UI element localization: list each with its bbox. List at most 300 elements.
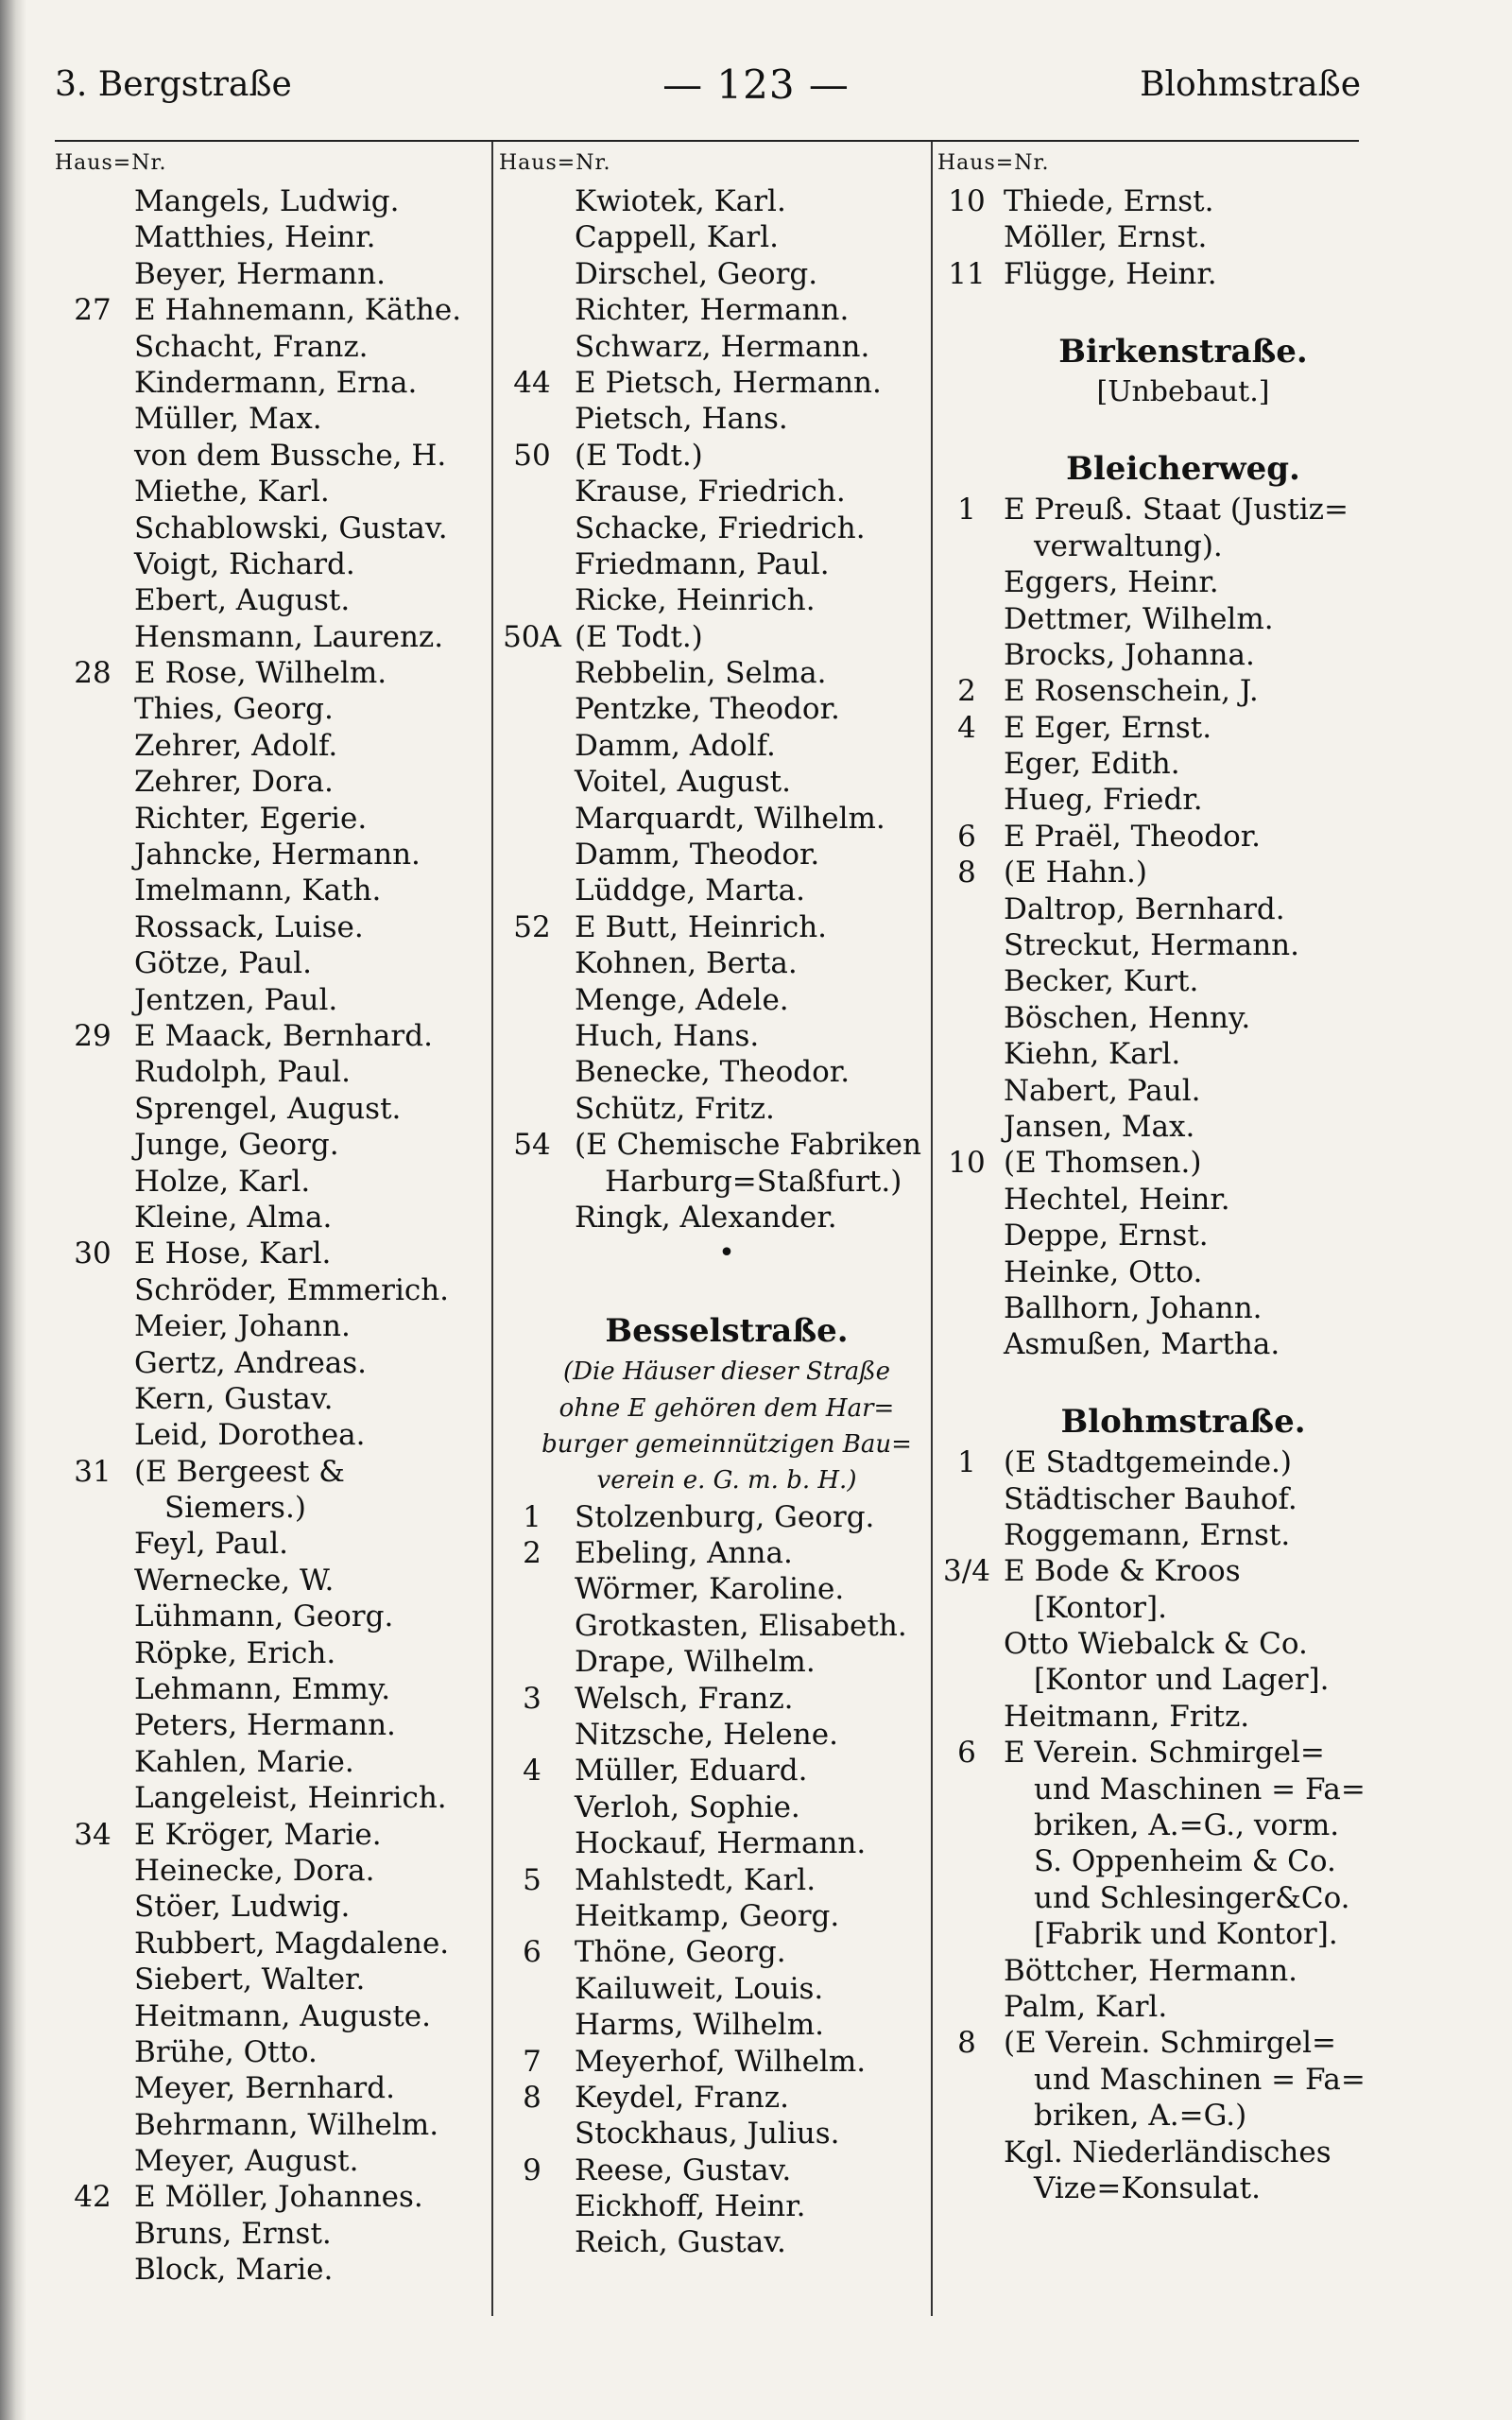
directory-entry [937, 528, 1429, 564]
directory-entry [55, 2143, 491, 2179]
resident-name: Lehmann, Emmy. [134, 1672, 391, 1707]
resident-name: Asmußen, Martha. [1004, 1327, 1280, 1362]
directory-entry [55, 219, 491, 255]
resident-name: S. Oppenheim & Co. [1034, 1844, 1336, 1879]
directory-entry [937, 2098, 1429, 2134]
resident-name: Hechtel, Heinr. [1004, 1182, 1230, 1217]
directory-entry [499, 619, 954, 655]
directory-entry [55, 365, 491, 401]
resident-name: Voigt, Richard. [134, 546, 355, 581]
resident-name: Meyerhof, Wilhelm. [575, 2044, 867, 2079]
directory-entry [937, 673, 1429, 709]
resident-name: Siebert, Walter. [134, 1962, 366, 1997]
directory-entry [937, 2135, 1429, 2170]
house-number: 2 [957, 674, 976, 709]
directory-entry [55, 1454, 491, 1490]
directory-entry [937, 2062, 1429, 2098]
directory-entry [937, 746, 1429, 782]
house-number: 7 [523, 2044, 541, 2079]
house-number: 29 [74, 1018, 112, 1053]
resident-name: Mahlstedt, Karl. [575, 1862, 816, 1897]
directory-entry [55, 1308, 491, 1344]
directory-entry [937, 601, 1429, 637]
directory-entry [499, 909, 954, 945]
directory-entry [499, 1200, 954, 1236]
directory-entry [937, 1481, 1429, 1517]
resident-name: Lühmann, Georg. [134, 1599, 394, 1634]
directory-entry [499, 2080, 954, 2116]
resident-name: (E Verein. Schmirgel= [1004, 2026, 1336, 2061]
resident-name: Röpke, Erich. [134, 1635, 336, 1670]
directory-entry [499, 728, 954, 764]
resident-name: Peters, Hermann. [134, 1708, 396, 1743]
directory-entry [55, 1127, 491, 1163]
street-note-line: verein e. G. m. b. H.) [596, 1466, 857, 1495]
directory-entry [55, 1345, 491, 1381]
directory-entry [55, 438, 491, 474]
directory-entry [55, 1200, 491, 1236]
directory-entry [937, 1218, 1429, 1253]
directory-entry [499, 982, 954, 1018]
running-head-right: Blohmstraße [1140, 65, 1361, 104]
resident-name: Langeleist, Heinrich. [134, 1781, 447, 1816]
resident-name: Damm, Adolf. [575, 728, 776, 763]
directory-entry [499, 2007, 954, 2043]
directory-entry [499, 1571, 954, 1607]
directory-entry [55, 1018, 491, 1054]
column-divider-1 [491, 142, 493, 2316]
directory-entry [55, 401, 491, 437]
resident-name: Verloh, Sophie. [575, 1789, 800, 1824]
directory-entry [55, 837, 491, 873]
entry-list [499, 183, 954, 1236]
directory-entry [55, 510, 491, 546]
resident-name: Jentzen, Paul. [134, 982, 338, 1017]
resident-name: E Hose, Karl. [134, 1236, 332, 1271]
resident-name: Cappell, Karl. [575, 220, 780, 255]
resident-name: (E Todt.) [575, 619, 703, 654]
house-number: 1 [523, 1499, 541, 1534]
directory-entry [55, 1998, 491, 2034]
street-note-line: ohne E gehören dem Har= [558, 1393, 895, 1423]
resident-name: briken, A.=G., vorm. [1034, 1808, 1340, 1843]
directory-entry [55, 1926, 491, 1962]
resident-name: Grotkasten, Elisabeth. [575, 1608, 907, 1643]
directory-entry [55, 1236, 491, 1271]
directory-entry [499, 873, 954, 908]
resident-name: und Maschinen = Fa= [1034, 1772, 1366, 1806]
house-number: 6 [957, 819, 976, 854]
resident-name: Kgl. Niederländisches [1004, 2135, 1332, 2169]
resident-name: Schütz, Fritz. [575, 1091, 775, 1126]
resident-name: Junge, Georg. [134, 1128, 339, 1163]
directory-entry [937, 1699, 1429, 1735]
directory-entry [499, 438, 954, 474]
directory-entry [55, 619, 491, 655]
directory-entry [55, 1744, 491, 1780]
resident-name: Nabert, Paul. [1004, 1073, 1201, 1108]
resident-name: Bruns, Ernst. [134, 2216, 332, 2251]
directory-entry [55, 1599, 491, 1634]
directory-entry [499, 2188, 954, 2224]
directory-entry [499, 2152, 954, 2188]
house-number: 30 [74, 1236, 112, 1271]
resident-name: verwaltung). [1034, 528, 1223, 563]
directory-entry [55, 1817, 491, 1853]
directory-entry [937, 1290, 1429, 1326]
resident-name: Eggers, Heinr. [1004, 565, 1219, 600]
house-number: 3/4 [943, 1554, 990, 1589]
directory-entry [937, 1254, 1429, 1290]
resident-name: (E Todt.) [575, 438, 703, 473]
directory-entry [499, 691, 954, 727]
house-number: 8 [957, 856, 976, 890]
house-number-label: Haus=Nr. [499, 151, 611, 175]
resident-name: Lüddge, Marta. [575, 873, 805, 908]
house-number: 52 [513, 909, 551, 944]
directory-entry [499, 801, 954, 837]
resident-name: (E Bergeest & [134, 1454, 345, 1489]
directory-entry [499, 1898, 954, 1934]
directory-entry [499, 837, 954, 873]
resident-name: Stolzenburg, Georg. [575, 1499, 875, 1534]
resident-name: Müller, Max. [134, 402, 322, 437]
resident-name: E Preuß. Staat (Justiz= [1004, 493, 1349, 527]
directory-entry [499, 183, 954, 219]
resident-name: [Kontor]. [1034, 1590, 1167, 1625]
resident-name: Ebert, August. [134, 583, 351, 618]
house-number: 27 [74, 293, 112, 328]
resident-name: Kohnen, Berta. [575, 946, 798, 981]
resident-name: E Kröger, Marie. [134, 1817, 382, 1852]
directory-entry [937, 2025, 1429, 2061]
directory-entry [55, 1054, 491, 1090]
directory-entry [55, 982, 491, 1018]
directory-entry [937, 1989, 1429, 2025]
resident-name: Hockauf, Hermann. [575, 1826, 867, 1861]
resident-name: Matthies, Heinr. [134, 220, 376, 255]
directory-entry [499, 1164, 954, 1200]
house-number: 2 [523, 1536, 541, 1571]
directory-entry [499, 582, 954, 618]
directory-entry [55, 474, 491, 510]
directory-entry [499, 945, 954, 981]
directory-entry [937, 782, 1429, 818]
resident-name: Rebbelin, Selma. [575, 656, 827, 691]
directory-entry [55, 909, 491, 945]
resident-name: Schablowski, Gustav. [134, 510, 448, 545]
directory-entry [937, 927, 1429, 963]
resident-name: Thöne, Georg. [575, 1935, 786, 1970]
directory-entry [937, 219, 1429, 255]
directory-entry [937, 855, 1429, 890]
resident-name: E Maack, Bernhard. [134, 1018, 433, 1053]
directory-entry [55, 1671, 491, 1707]
directory-entry [55, 1635, 491, 1671]
resident-name: E Verein. Schmirgel= [1004, 1736, 1325, 1771]
directory-entry [499, 1054, 954, 1090]
separator-dot: • [718, 1236, 735, 1270]
directory-entry [499, 2116, 954, 2152]
resident-name: [Fabrik und Kontor]. [1034, 1917, 1338, 1952]
directory-entry [55, 292, 491, 328]
column-3 [937, 149, 1429, 2206]
resident-name: Wörmer, Karoline. [575, 1572, 845, 1607]
directory-entry [55, 1490, 491, 1526]
street-heading-besselstrasse: Besselstraße. [605, 1312, 849, 1351]
directory-entry [937, 1916, 1429, 1952]
directory-entry [937, 1880, 1429, 1916]
resident-name: Kailuweit, Louis. [575, 1971, 824, 2006]
directory-entry [55, 2179, 491, 2215]
directory-entry [499, 510, 954, 546]
directory-entry [499, 1753, 954, 1789]
house-number: 8 [523, 2080, 541, 2115]
resident-name: Krause, Friedrich. [575, 475, 846, 510]
resident-name: Drape, Wilhelm. [575, 1645, 816, 1680]
street-note-line: (Die Häuser dieser Straße [562, 1357, 890, 1387]
resident-name: Reich, Gustav. [575, 2225, 786, 2260]
resident-name: Stöer, Ludwig. [134, 1890, 351, 1925]
house-number: 8 [957, 2026, 976, 2061]
directory-entry [937, 564, 1429, 600]
street-heading-bleicherweg: Bleicherweg. [1066, 450, 1300, 489]
directory-entry [499, 2224, 954, 2260]
directory-entry [499, 1018, 954, 1054]
directory-entry [55, 691, 491, 727]
resident-name: Leid, Dorothea. [134, 1418, 366, 1453]
directory-entry [937, 1735, 1429, 1771]
resident-name: (E Thomsen.) [1004, 1146, 1202, 1181]
directory-entry [937, 1953, 1429, 1989]
resident-name: Roggemann, Ernst. [1004, 1517, 1291, 1552]
resident-name: Miethe, Karl. [134, 475, 330, 510]
resident-name: von dem Bussche, H. [134, 438, 447, 473]
resident-name: Friedmann, Paul. [575, 546, 830, 581]
resident-name: Wernecke, W. [134, 1563, 335, 1598]
resident-name: Menge, Adele. [575, 982, 789, 1017]
directory-entry [55, 546, 491, 582]
resident-name: Ebeling, Anna. [575, 1536, 793, 1571]
resident-name: Zehrer, Adolf. [134, 728, 338, 763]
resident-name: Siemers.) [164, 1491, 306, 1526]
directory-entry [55, 256, 491, 292]
resident-name: Voitel, August. [575, 765, 791, 800]
directory-entry [55, 329, 491, 365]
resident-name: Brocks, Johanna. [1004, 637, 1255, 672]
directory-entry [55, 1780, 491, 1816]
directory-entry [499, 1608, 954, 1644]
resident-name: Schacke, Friedrich. [575, 510, 866, 545]
resident-name: Stockhaus, Julius. [575, 2117, 840, 2152]
house-number: 44 [513, 365, 551, 400]
resident-name: E Butt, Heinrich. [575, 909, 828, 944]
directory-entry [55, 2107, 491, 2143]
directory-entry [55, 764, 491, 800]
house-number: 54 [513, 1128, 551, 1163]
resident-name: Ballhorn, Johann. [1004, 1290, 1263, 1325]
resident-name: Brühe, Otto. [134, 2034, 318, 2069]
directory-entry [499, 401, 954, 437]
directory-entry [937, 1182, 1429, 1218]
resident-name: Gertz, Andreas. [134, 1345, 368, 1380]
directory-entry [937, 1772, 1429, 1807]
directory-entry [499, 1717, 954, 1753]
resident-name: Otto Wiebalck & Co. [1004, 1627, 1308, 1662]
running-head-left: 3. Bergstraße [55, 65, 292, 104]
resident-name: Feyl, Paul. [134, 1527, 288, 1562]
directory-entry [937, 819, 1429, 855]
resident-name: Vize=Konsulat. [1034, 2170, 1261, 2205]
directory-entry [499, 655, 954, 691]
resident-name: Schwarz, Hermann. [575, 329, 870, 364]
directory-entry [937, 492, 1429, 527]
resident-name: Kern, Gustav. [134, 1381, 334, 1416]
resident-name: (E Chemische Fabriken [575, 1128, 921, 1163]
street-heading-birkenstrasse: Birkenstraße. [1058, 332, 1308, 371]
house-number: 6 [523, 1935, 541, 1970]
resident-name: Hueg, Friedr. [1004, 783, 1203, 818]
directory-entry [55, 183, 491, 219]
house-number: 10 [948, 184, 986, 218]
directory-entry [499, 329, 954, 365]
house-number: 28 [74, 656, 112, 691]
directory-entry [55, 1563, 491, 1599]
directory-entry [937, 1036, 1429, 1072]
resident-name: Meier, Johann. [134, 1309, 351, 1344]
resident-name: Dettmer, Wilhelm. [1004, 601, 1274, 636]
directory-entry [937, 1662, 1429, 1698]
resident-name: Sprengel, August. [134, 1091, 402, 1126]
directory-entry [499, 1825, 954, 1861]
entry-list [937, 183, 1429, 292]
directory-entry [937, 1807, 1429, 1843]
directory-entry [55, 2216, 491, 2252]
header-rule [55, 140, 1359, 142]
resident-name: Rudolph, Paul. [134, 1055, 351, 1090]
resident-name: Keydel, Franz. [575, 2080, 789, 2115]
house-number: 4 [957, 710, 976, 745]
resident-name: Heitkamp, Georg. [575, 1898, 840, 1933]
directory-entry [499, 1862, 954, 1898]
directory-entry [55, 1091, 491, 1127]
directory-entry [937, 1000, 1429, 1036]
directory-entry [55, 728, 491, 764]
directory-entry [55, 1381, 491, 1417]
directory-entry [937, 891, 1429, 927]
resident-name: Reese, Gustav. [575, 2152, 792, 2187]
page-edge-shadow [0, 0, 26, 2420]
directory-entry [937, 710, 1429, 746]
resident-name: Heitmann, Fritz. [1004, 1699, 1250, 1734]
directory-entry [937, 1843, 1429, 1879]
resident-name: (E Hahn.) [1004, 856, 1147, 890]
house-number-label: Haus=Nr. [55, 151, 167, 175]
resident-name: Kahlen, Marie. [134, 1744, 354, 1779]
directory-entry [55, 2070, 491, 2106]
directory-entry [55, 2252, 491, 2288]
directory-entry [937, 1517, 1429, 1553]
directory-entry [499, 1934, 954, 1970]
resident-name: Imelmann, Kath. [134, 873, 382, 908]
directory-entry [937, 1590, 1429, 1626]
resident-name: Heinke, Otto. [1004, 1254, 1203, 1289]
directory-entry [55, 801, 491, 837]
street-note-unbebaut: [Unbebaut.] [1096, 374, 1270, 408]
resident-name: Ringk, Alexander. [575, 1200, 837, 1235]
resident-name: Jansen, Max. [1004, 1109, 1195, 1144]
resident-name: Eger, Edith. [1004, 747, 1180, 782]
resident-name: Zehrer, Dora. [134, 765, 334, 800]
directory-entry [937, 1444, 1429, 1480]
street-note-line: burger gemeinnützigen Bau= [541, 1429, 912, 1459]
directory-entry [55, 1417, 491, 1453]
directory-entry [55, 1164, 491, 1200]
directory-entry [499, 1127, 954, 1163]
house-number: 9 [523, 2152, 541, 2187]
entry-list [937, 1444, 1429, 2206]
house-number: 10 [948, 1146, 986, 1181]
resident-name: Nitzsche, Helene. [575, 1718, 838, 1753]
resident-name: Welsch, Franz. [575, 1681, 794, 1716]
house-number: 3 [523, 1681, 541, 1716]
column-1 [55, 149, 491, 2289]
directory-entry [499, 1091, 954, 1127]
resident-name: Kleine, Alma. [134, 1200, 333, 1235]
house-number: 34 [74, 1817, 112, 1852]
house-number: 42 [74, 2180, 112, 2215]
directory-entry [499, 1535, 954, 1571]
directory-entry [55, 945, 491, 981]
resident-name: Städtischer Bauhof. [1004, 1481, 1297, 1516]
house-number: 6 [957, 1736, 976, 1771]
resident-name: E Bode & Kroos [1004, 1554, 1241, 1589]
directory-entry [499, 2044, 954, 2080]
directory-entry [55, 873, 491, 908]
resident-name: Kindermann, Erna. [134, 365, 418, 400]
resident-name: Heitmann, Auguste. [134, 1998, 431, 2033]
directory-entry [499, 1971, 954, 2007]
resident-name: Richter, Egerie. [134, 801, 368, 836]
resident-name: Becker, Kurt. [1004, 964, 1199, 999]
house-number: 11 [948, 256, 986, 291]
resident-name: Block, Marie. [134, 2253, 334, 2288]
house-number: 5 [523, 1862, 541, 1897]
resident-name: Flügge, Heinr. [1004, 256, 1217, 291]
resident-name: Schröder, Emmerich. [134, 1272, 450, 1307]
resident-name: Mangels, Ludwig. [134, 184, 400, 218]
directory-entry [499, 1499, 954, 1535]
directory-entry [499, 219, 954, 255]
directory-entry [937, 1145, 1429, 1181]
directory-entry [55, 582, 491, 618]
directory-entry [55, 1272, 491, 1308]
resident-name: Behrmann, Wilhelm. [134, 2107, 439, 2142]
resident-name: Deppe, Ernst. [1004, 1219, 1209, 1253]
resident-name: briken, A.=G.) [1034, 2099, 1247, 2134]
column-2 [499, 149, 954, 2261]
street-heading-blohmstrasse: Blohmstraße. [1060, 1403, 1306, 1442]
resident-name: E Möller, Johannes. [134, 2180, 423, 2215]
resident-name: Streckut, Hermann. [1004, 928, 1299, 963]
directory-entry [55, 1707, 491, 1743]
house-number: 50 [513, 438, 551, 473]
house-number: 1 [957, 493, 976, 527]
entry-list [499, 1499, 954, 2261]
directory-entry [937, 1326, 1429, 1362]
resident-name: E Pietsch, Hermann. [575, 365, 882, 400]
resident-name: Müller, Eduard. [575, 1754, 808, 1789]
